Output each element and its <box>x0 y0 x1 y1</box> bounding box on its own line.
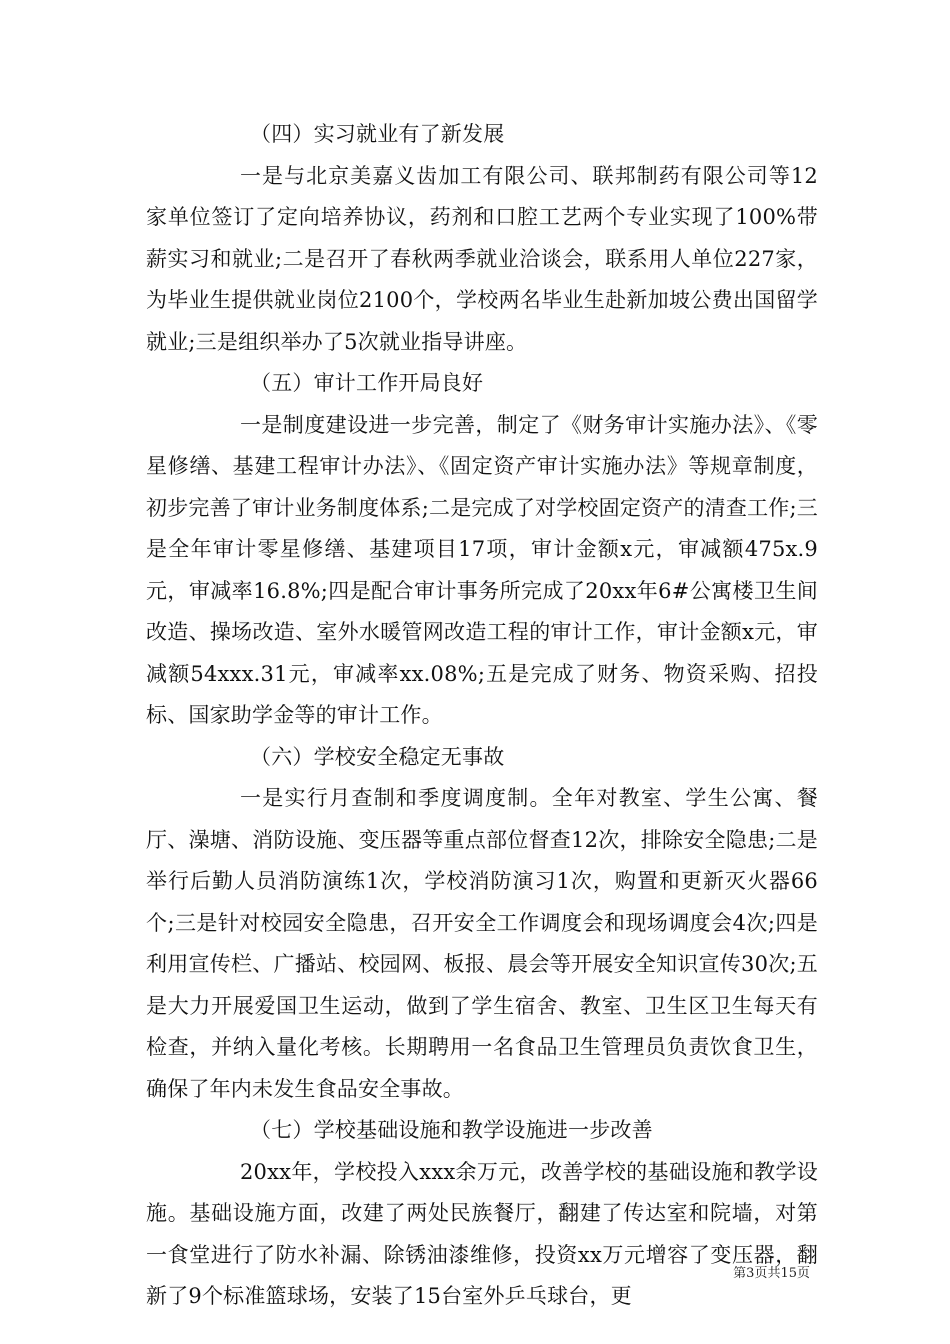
page-number-footer: 第3页共15页 <box>733 1266 810 1281</box>
section-paragraph-6: 一是实行月查制和季度调度制。全年对教室、学生公寓、餐厅、澡塘、消防设施、变压器等重点部位督查12次，排除安全隐患;二是举行后勤人员消防演练1次，学校消防演习1次，购置和更新灭火器66个;三是针对校园安全隐患，召开安全工作调度会和现场调度会4次;四是利用宣传栏、广播站、校园网、板报、晨会等开展安全知识宣传30次;五是大力开展爱国卫生运动，做到了学生宿舍、教室、卫生区卫生每天有检查，并纳入量化考核。长期聘用一名食品卫生管理员负责饮食卫生，确保了年内未发生食品安全事故。 <box>146 786 818 1101</box>
section-heading-4: （四）实习就业有了新发展 <box>250 122 505 146</box>
document-body <box>146 114 818 1318</box>
section-heading-5: （五）审计工作开局良好 <box>250 371 484 395</box>
section-heading-6: （六）学校安全稳定无事故 <box>250 744 505 769</box>
section-paragraph-4: 一是与北京美嘉义齿加工有限公司、联邦制药有限公司等12家单位签订了定向培养协议，药剂和口腔工艺两个专业实现了100%带薪实习和就业;二是召开了春秋两季就业洽谈会，联系用人单位227家，为毕业生提供就业岗位2100个，学校两名毕业生赴新加坡公费出国留学就业;三是组织举办了5次就业指导讲座。 <box>146 163 818 354</box>
section-paragraph-5: 一是制度建设进一步完善，制定了《财务审计实施办法》、《零星修缮、基建工程审计办法》、《固定资产审计实施办法》等规章制度，初步完善了审计业务制度体系;二是完成了对学校固定资产的清查工作;三是全年审计零星修缮、基建项目17项，审计金额x元，审减额475x.9元，审减率16.8%;四是配合审计事务所完成了20xx年6#公寓楼卫生间改造、操场改造、室外水暖管网改造工程的审计工作，审计金额x元，审减额54xxx.31元，审减率xx.08%;五是完成了财务、物资采购、招投标、国家助学金等的审计工作。 <box>146 412 818 727</box>
section-paragraph-7: 20xx年，学校投入xxx余万元，改善学校的基础设施和教学设施。基础设施方面，改建了两处民族餐厅，翻建了传达室和院墙，对第一食堂进行了防水补漏、除锈油漆维修，投资xx万元增容了变压器，翻新了9个标准篮球场，安装了15台室外乒乓球台，更 <box>146 1159 818 1308</box>
section-heading-7: （七）学校基础设施和教学设施进一步改善 <box>250 1118 653 1142</box>
